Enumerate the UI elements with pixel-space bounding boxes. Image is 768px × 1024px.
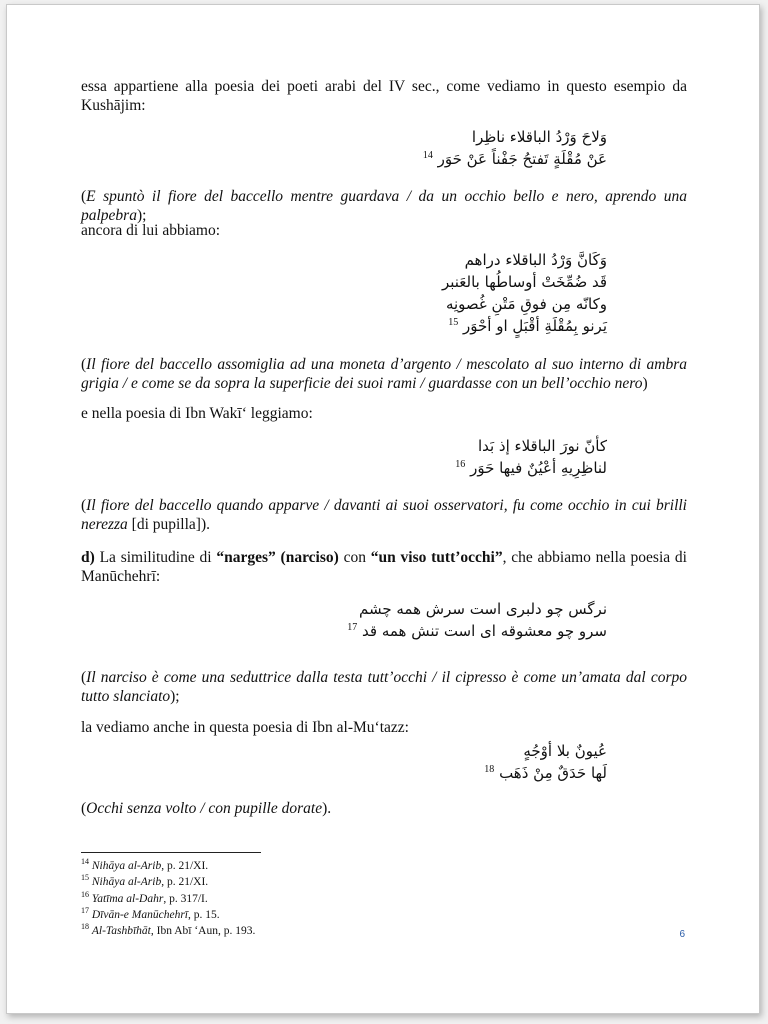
translation-2-open: (	[81, 356, 87, 373]
footnote-16-rest: , p. 317/I.	[163, 892, 208, 905]
arabic-verse-3-line-2-text: لناظِرِيهِ أعْيُنٌ فيها حَوَر	[470, 459, 607, 477]
arabic-verse-1	[423, 126, 607, 170]
translation-1-italic: E spuntò il fiore del baccello mentre guardava / da un occhio bello e nero, aprendo una palpebra	[81, 188, 687, 224]
footnote-ref-16[interactable]: 16	[455, 459, 466, 470]
footnote-14-title: Nihāya al-Arib	[91, 859, 162, 872]
arabic-verse-3-line-1: كأنّ نورَ الباقلاء إذ بَدا	[477, 437, 607, 455]
footnote-18	[81, 921, 255, 937]
paragraph-ibn-waki-text: e nella poesia di Ibn Wakī‘ leggiamo:	[81, 405, 313, 422]
footnote-14-rest: , p. 21/XI.	[161, 859, 209, 872]
translation-4-open: (	[81, 669, 87, 686]
translation-1-open: (	[81, 188, 87, 205]
translation-4-italic: Il narciso è come una seduttrice dalla testa tutt’occhi / il cipresso è come un’amata dal corpo tutto slanciato	[81, 669, 687, 705]
page-number: 6	[679, 929, 685, 940]
viso-term: “un viso tutt’occhi”	[370, 549, 503, 566]
paragraph-ancora-text: ancora di lui abbiamo:	[81, 222, 221, 239]
translation-2-close: )	[642, 375, 648, 392]
footnote-17-number: 17	[81, 905, 89, 915]
arabic-verse-1-line-2-text: عَنْ مُقْلَةٍ تَفتحُ جَفْناً عَنْ حَوَر	[437, 150, 607, 168]
arabic-verse-2-line-4	[442, 315, 607, 337]
footnote-18-rest: , Ibn Abī ‘Aun, p. 193.	[150, 925, 256, 938]
item-letter: d)	[81, 549, 95, 566]
paragraph-ancora	[81, 221, 687, 240]
footnote-ref-18[interactable]: 18	[484, 764, 495, 775]
arabic-verse-2-line-1: وَكَانَّ وَرْدُ الباقلاء دراهم	[464, 251, 607, 269]
footnote-16-number: 16	[81, 889, 89, 899]
footnote-14	[81, 856, 255, 872]
arabic-verse-1-line-1: وَلاحَ وَرْدُ الباقلاء ناظِرا	[471, 128, 607, 146]
persian-verse-4	[347, 598, 607, 642]
arabic-verse-5-line-2	[484, 762, 607, 784]
paragraph-intro-text: essa appartiene alla poesia dei poeti arabi del IV sec., come vediamo in questo esempio da Kushājim:	[81, 78, 687, 114]
footnote-14-number: 14	[81, 857, 89, 866]
footnote-15	[81, 872, 255, 888]
translation-4-close: );	[170, 688, 180, 705]
arabic-verse-2-line-2: قَد ضُمِّخَتْ أوساطُها بالعَنبر	[441, 273, 607, 291]
paragraph-similitudine	[81, 548, 687, 586]
translation-1	[81, 187, 687, 225]
footnote-separator	[81, 852, 261, 853]
translation-3-close: [di pupilla]).	[127, 516, 210, 533]
footnote-15-title: Nihāya al-Arib	[91, 876, 162, 889]
persian-verse-4-line-2-text: سرو چو معشوقه ای است تنش همه قد	[362, 622, 607, 640]
footnote-15-rest: , p. 21/XI.	[161, 876, 209, 889]
translation-1-close: );	[136, 207, 147, 224]
translation-4	[81, 668, 687, 706]
translation-5-open: (	[81, 800, 87, 817]
arabic-verse-1-line-2	[423, 148, 607, 170]
arabic-verse-5-line-1: عُيونٌ بلا أوْجُهٍ	[523, 742, 607, 760]
footnote-ref-17[interactable]: 17	[347, 622, 358, 633]
arabic-verse-3	[455, 435, 607, 479]
translation-3	[81, 496, 687, 534]
paragraph-similitudine-a: La similitudine di	[94, 549, 217, 566]
footnote-17-title: Dīvān-e Manūchehrī	[91, 908, 188, 921]
arabic-verse-2-line-3: وكانّه مِن فوقِ مَتْنِ غُصونِه	[445, 295, 607, 313]
translation-2-italic: Il fiore del baccello assomiglia ad una moneta d’argento / mescolato al suo interno di ambra grigia / e come se da sopra la superficie dei suoi rami / guardasse con un bell’occhio nero	[81, 356, 687, 392]
persian-verse-4-line-2	[347, 620, 607, 642]
footnote-ref-14[interactable]: 14	[422, 150, 433, 161]
footnote-16-title: Yatīma al-Dahr	[91, 892, 164, 905]
translation-3-open: (	[81, 497, 87, 514]
arabic-verse-5-line-2-text: لَها حَدَقٌ مِنْ ذَهَب	[499, 764, 607, 782]
footnote-15-number: 15	[81, 873, 89, 883]
translation-5-close: ).	[322, 800, 332, 817]
translation-2	[81, 355, 687, 393]
translation-3-italic: Il fiore del baccello quando apparve / davanti ai suoi osservatori, fu come occhio in cui brilli nerezza	[81, 497, 687, 533]
translation-5	[81, 799, 687, 818]
arabic-verse-2-line-4-text: يَرنو بِمُقْلَةِ أقْبَلٍ او أحْوَر	[463, 317, 607, 335]
document-page	[6, 4, 760, 1014]
footnote-18-number: 18	[81, 922, 89, 932]
paragraph-ibn-mutazz-text: la vediamo anche in questa poesia di Ibn al-Mu‘tazz:	[81, 719, 409, 736]
paragraph-intro	[81, 77, 687, 115]
footnote-ref-15[interactable]: 15	[448, 317, 459, 328]
arabic-verse-5	[484, 740, 607, 784]
arabic-verse-3-line-2	[455, 457, 607, 479]
footnotes	[81, 856, 255, 938]
footnote-17-rest: , p. 15.	[188, 908, 220, 921]
arabic-verse-2	[442, 249, 607, 337]
paragraph-ibn-mutazz	[81, 718, 687, 737]
footnote-16	[81, 889, 255, 905]
paragraph-ibn-waki	[81, 404, 687, 423]
paragraph-similitudine-e: , che abbiamo nella poesia di Manūchehrī:	[81, 549, 687, 585]
translation-5-italic: Occhi senza volto / con pupille dorate	[86, 800, 323, 817]
paragraph-similitudine-c: con	[338, 549, 371, 566]
footnote-17	[81, 905, 255, 921]
persian-verse-4-line-1: نرگس چو دلبری است سرش همه چشم	[358, 600, 607, 618]
footnote-18-title: Al-Tashbīhāt	[91, 925, 151, 938]
narges-term: “narges” (narciso)	[216, 549, 339, 566]
